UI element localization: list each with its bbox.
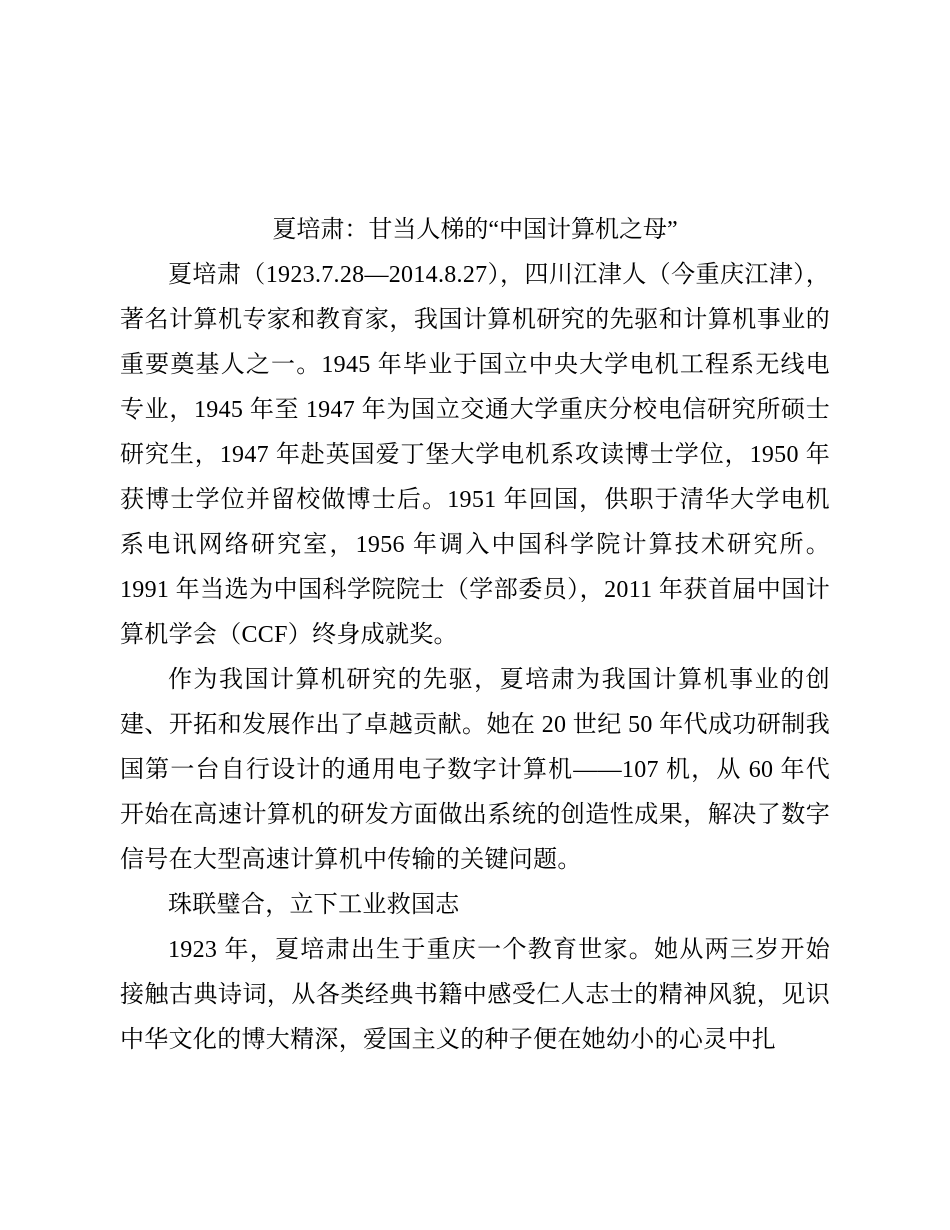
section-subheading: 珠联璧合，立下工业救国志 <box>168 892 460 918</box>
paragraph-early-life: 1923 年，夏培肃出生于重庆一个教育世家。她从两三岁开始接触古典诗词，从各类经典书籍中感受仁人志士的精神风貌，见识中华文化的博大精深，爱国主义的种子便在她幼小的心灵中扎 <box>120 937 830 1053</box>
paragraph-contributions: 作为我国计算机研究的先驱，夏培肃为我国计算机事业的创建、开拓和发展作出了卓越贡献。她在 20 世纪 50 年代成功研制我国第一台自行设计的通用电子数字计算机——107 机，从 60 年代开始在高速计算机的研发方面做出系统的创造性成果，解决了数字信号在大型高速计算机中传输的关键问题。 <box>120 667 830 873</box>
document-title: 夏培肃：甘当人梯的“中国计算机之母” <box>272 217 678 243</box>
paragraph-biography: 夏培肃（1923.7.28—2014.8.27），四川江津人（今重庆江津），著名计算机专家和教育家，我国计算机研究的先驱和计算机事业的重要奠基人之一。1945 年毕业于国立中央大学电机工程系无线电专业，1945 年至 1947 年为国立交通大学重庆分校电信研究所硕士研究生，1947 年赴英国爱丁堡大学电机系攻读博士学位，1950 年获博士学位并留校做博士后。1951 年回国，供职于清华大学电机系电讯网络研究室，1956 年调入中国科学院计算技术研究所。1991 年当选为中国科学院院士（学部委员），2011 年获首届中国计算机学会（CCF）终身成就奖。 <box>120 262 830 648</box>
